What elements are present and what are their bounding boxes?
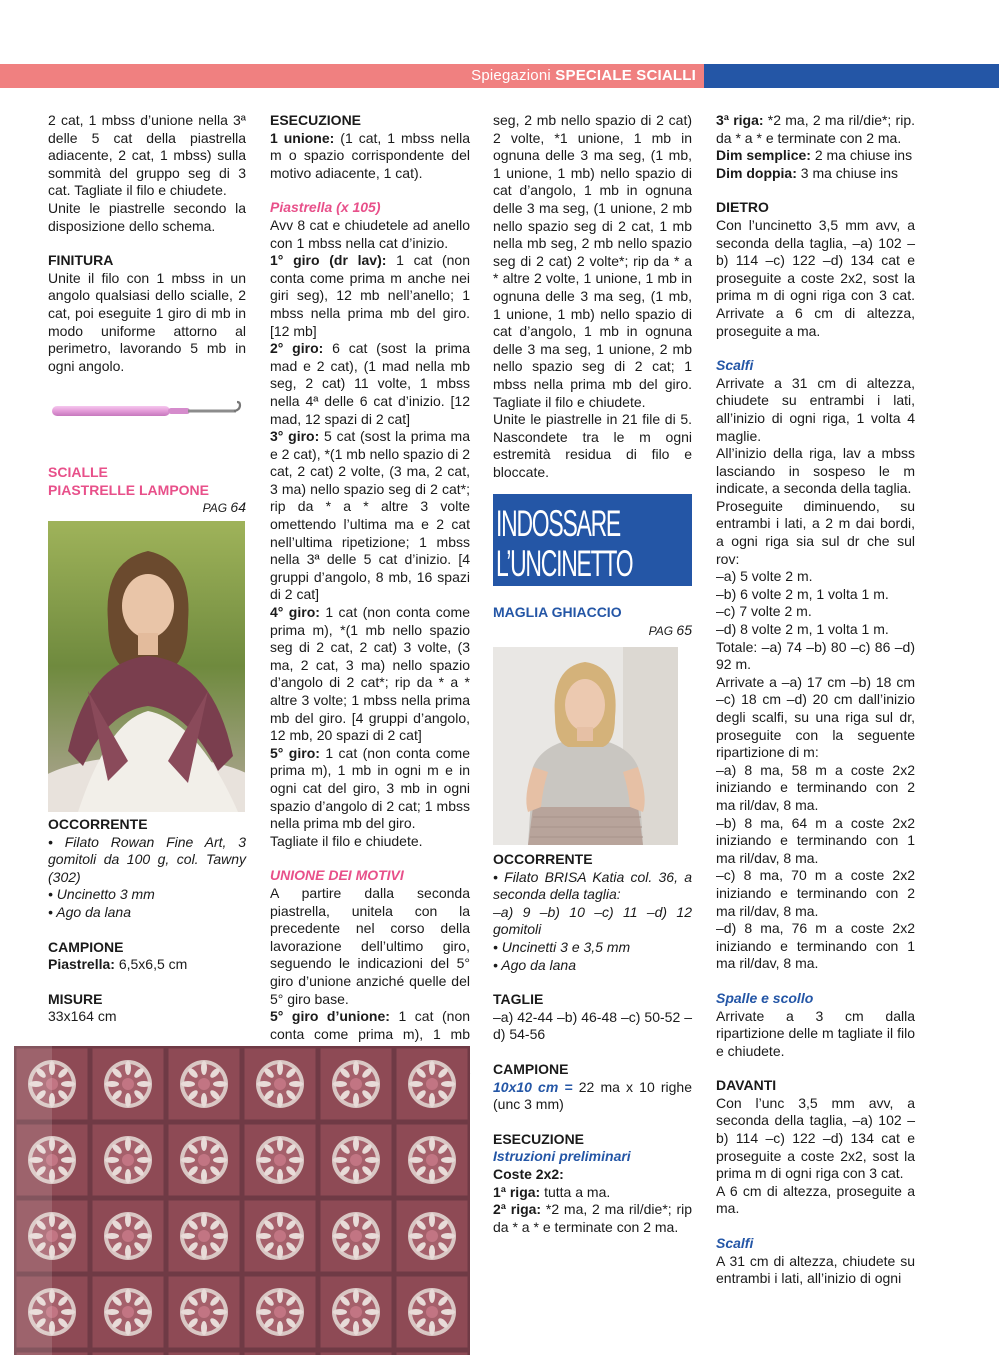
unione-motivi-text: A partire dalla seconda piastrella, unitela con la precedente nel corso della lavorazione dell’ultimo giro, seguendo le indicazioni del 5° giro d’unione anziché quelle del 5° giro base. xyxy=(270,884,470,1007)
decrease-a: –a) 5 volte 2 m. xyxy=(716,568,813,585)
ripartizione-b: –b) 8 ma, 64 m a coste 2x2 iniziando e terminando con 1 ma ril/dav, 8 ma. xyxy=(716,814,915,866)
project-title-line-2: PIASTRELLE LAMPONE xyxy=(48,481,210,498)
scalfi-heading-2: Scalfi xyxy=(716,1235,754,1252)
campione-line: Piastrella: 6,5x6,5 cm xyxy=(48,956,188,973)
column-1-materials xyxy=(48,816,246,1026)
project-title-line-1: SCIALLE xyxy=(48,464,108,480)
esecuzione-heading: ESECUZIONE xyxy=(270,112,362,128)
crochet-hook-image xyxy=(50,398,246,428)
assembly-text: Unite le piastrelle in 21 file di 5. Nascondete tra le m ogni estremità residua di filo e bloccate. xyxy=(493,411,692,480)
column-3-project xyxy=(493,604,692,640)
davanti-heading: DAVANTI xyxy=(716,1077,777,1094)
taglie-heading: TAGLIE xyxy=(493,991,544,1008)
sweater-model-photo xyxy=(493,647,678,845)
section-banner: INDOSSARE L’UNCINETTO xyxy=(493,494,692,586)
taglie-text: –a) 42-44 –b) 46-48 –c) 50-52 –d) 54-56 xyxy=(493,1008,692,1043)
campione-line-2: 10x10 cm = 22 ma x 10 righe (unc 3 mm) xyxy=(493,1078,692,1113)
project-title: MAGLIA GHIACCIO xyxy=(493,604,622,620)
row-1: 1ª riga: tutta a ma. xyxy=(493,1183,611,1200)
scalfi-text-3: Proseguite diminuendo, su entrambi i lati, a 2 m dai bordi, a ogni riga sia sul dr che sul rov: xyxy=(716,497,915,567)
round-5-end: Tagliate il filo e chiudete. xyxy=(270,832,423,849)
misure-value: 33x164 cm xyxy=(48,1008,117,1025)
dim-doppia: Dim doppia: 3 ma chiuse ins xyxy=(716,164,899,181)
arrivate-text: Arrivate a –a) 17 cm –b) 18 cm –c) 18 cm –d) 20 cm dall’inizio degli scalfi, su una riga sul dr, proseguite con la seguente ripartizione di m: xyxy=(716,673,915,761)
occorrente-heading-2: OCCORRENTE xyxy=(493,851,593,867)
material-yarn-quantity: –a) 9 –b) 10 –c) 11 –d) 12 gomitoli xyxy=(493,903,692,938)
intro-text: 2 cat, 1 mbss d’unione nella 3ª delle 5 cat della piastrella adiacente, 2 cat, 1 mbss) sulla sommità del gruppo seg di 3 cat. Tagliate il filo e chiudete. xyxy=(48,112,246,199)
material-needle-2: • Ago da lana xyxy=(493,956,577,973)
round-5-join: 5° giro d’unione: 1 cat (non conta come prima m), 1 mb xyxy=(270,1008,471,1042)
scalfi-heading: Scalfi xyxy=(716,357,754,374)
campione-heading: CAMPIONE xyxy=(48,938,124,955)
scalfi-text-front: A 31 cm di altezza, chiudete su entrambi i lati, all’inizio di ogni xyxy=(716,1252,915,1287)
column-3-materials xyxy=(493,851,692,1236)
round-1: 1° giro (dr lav): 1 cat (non conta come prima m anche nei giri seg), 12 mb nell’anello; 1 mbss nella prima mb del giro. [12 mb] xyxy=(270,252,471,339)
material-yarn: • Filato Rowan Fine Art, 3 gomitoli da 100 g, col. Tawny (302) xyxy=(48,833,246,885)
shawl-model-photo xyxy=(48,521,245,812)
column-4 xyxy=(716,112,915,1288)
campione-heading-2: CAMPIONE xyxy=(493,1060,569,1077)
column-1-project xyxy=(48,464,246,518)
spalle-text: Arrivate a 3 cm dalla ripartizione delle m tagliate il filo e chiudete. xyxy=(716,1007,915,1059)
round-4: 4° giro: 1 cat (non conta come prima m), *(1 mb nello spazio seg di 2 cat, 2 cat) 3 volte, (3 ma, 2 cat, 3 ma) nello spazio d’angolo di 2 cat*; rip da * a * altre 3 volte; 1 mbss nella prima mb del giro. [4 gruppi d’angolo, 12 mb, 20 spazi di 2 cat] xyxy=(270,604,470,744)
decrease-c: –c) 7 volte 2 m. xyxy=(716,603,812,620)
header-band-blue xyxy=(704,64,999,88)
row-2: 2ª riga: *2 ma, 2 ma ril/die*; rip da * a * e terminate con 2 ma. xyxy=(493,1201,693,1235)
round-2: 2° giro: 6 cat (sost la prima mad e 2 cat), (1 mad nella mb seg, 2 cat) 11 volte, 1 mbss nella 4ª delle 6 cat d’inizio. [12 mad, 12 spazi di 2 cat] xyxy=(270,340,471,427)
round-5: 5° giro: 1 cat (non conta come prima m), 1 mb in ogni m e in ogni cat del giro, 3 mb in ogni spazio d’angolo di 2 cat; 1 mbss nella prima mb del giro. xyxy=(270,744,470,832)
totale-text: Totale: –a) 74 –b) 80 –c) 86 –d) 92 m. xyxy=(716,638,915,673)
material-yarn-2: • Filato BRISA Katia col. 36, a seconda della taglia: xyxy=(493,868,692,903)
coste-heading: Coste 2x2: xyxy=(493,1165,564,1182)
unione-motivi-heading: UNIONE DEI MOTIVI xyxy=(270,867,404,884)
ripartizione-a: –a) 8 ma, 58 m a coste 2x2 iniziando e terminando con 2 ma ril/dav, 8 ma. xyxy=(716,761,915,813)
istruzioni-heading: Istruzioni preliminari xyxy=(493,1148,631,1165)
esecuzione-heading-2: ESECUZIONE xyxy=(493,1130,585,1147)
material-hooks-2: • Uncinetti 3 e 3,5 mm xyxy=(493,938,631,955)
scalfi-text: Arrivate a 31 cm di altezza, chiudete su entrambi i lati, all’inizio di ogni riga, 1 volta 4 maglie. xyxy=(716,374,915,444)
davanti-text: Con l’unc 3,5 mm avv, a seconda della taglia, –a) 102 –b) 114 –c) 122 –d) 134 cat e proseguite a coste 2x2, sost la prima m di ogni riga con 3 cat. xyxy=(716,1094,915,1182)
piastrella-heading: Piastrella (x 105) xyxy=(270,199,381,216)
round-3: 3° giro: 5 cat (sost la prima ma e 2 cat), *(1 mb nello spazio di 2 cat, 2 cat) 2 volte, (3 ma, 2 cat, 3 ma) nello spazio seg di 2 cat*; rip da * a * altre 3 volte omettendo l’ultima ma e 2 cat nell’ultima ripetizione; 1 mbss nella 3ª delle 5 cat d’inizio. [4 gruppi d’angolo, 8 mb, 16 spazi di 2 cat] xyxy=(270,428,470,603)
decrease-d: –d) 8 volte 2 m, 1 volta 1 m. xyxy=(716,621,889,638)
page-reference-2: PAG 65 xyxy=(648,621,692,638)
ripartizione-c: –c) 8 ma, 70 m a coste 2x2 iniziando e terminando con 2 ma ril/dav, 8 ma. xyxy=(716,867,915,919)
misure-heading: MISURE xyxy=(48,990,103,1007)
join-instructions: seg, 2 mb nello spazio di 2 cat) 2 volte, *1 unione, 1 mb in ognuna delle 3 ma seg, (1 mb, 1 unione, 1 mb) nello spazio di cat d’angolo, 1 mb in ognuna delle 3 ma seg, (1 unione, 2 mb nello spazio seg di 2 cat, 1 mb nella mb seg, 2 mb nello spazio seg di 2 cat) 2 volte*; rip da * a * altre 2 volte, 1 unione, 1 mb in ognuna delle 3 ma seg, (1 mb, 1 unione, 1 mb) nello spazio di cat d’angolo, 1 mb in ognuna delle 3 ma seg, 1 unione, 2 mb nello spazio seg di 2 cat; 1 mbss nella prima mb del giro. Tagliate il filo e chiudete. xyxy=(493,112,692,410)
dietro-heading: DIETRO xyxy=(716,199,769,216)
ripartizione-d: –d) 8 ma, 76 m a coste 2x2 iniziando e terminando con 1 ma ril/dav, 8 ma. xyxy=(716,920,915,972)
spalle-heading: Spalle e scollo xyxy=(716,989,814,1006)
column-2 xyxy=(270,112,470,1096)
dietro-text: Con l’uncinetto 3,5 mm avv, a seconda della taglia, –a) 102 –b) 114 –c) 122 –d) 134 cat e proseguite a coste 2x2, sost la prima m di ogni riga con 3 cat. Arrivate a 6 cm di altezza, proseguite a ma. xyxy=(716,216,915,339)
section-title: Spiegazioni SPECIALE SCIALLI xyxy=(471,67,696,84)
unione-definition: 1 unione: (1 cat, 1 mbss nella m o spazio corrispondente del motivo adiacente, 1 cat). xyxy=(270,129,471,181)
scalfi-text-2: All’inizio della riga, lav a mbss lasciando in sospeso le m indicate, a seconda della taglia. xyxy=(716,445,915,497)
finitura-text: Unite il filo con 1 mbss in un angolo qualsiasi dello scialle, 2 cat, poi eseguite 1 giro di mb in modo uniforme attorno al perimetro, lavorando 5 mb in ogni angolo. xyxy=(48,269,246,374)
shawl-closeup-photo xyxy=(14,1046,470,1355)
column-1 xyxy=(48,112,246,375)
decrease-b: –b) 6 volte 2 m, 1 volta 1 m. xyxy=(716,585,889,602)
piastrella-intro: Avv 8 cat e chiudetele ad anello con 1 mbss nella cat d’inizio. xyxy=(270,216,470,251)
material-needle: • Ago da lana xyxy=(48,903,132,920)
column-3 xyxy=(493,112,692,481)
occorrente-heading: OCCORRENTE xyxy=(48,816,148,832)
header-band xyxy=(0,64,999,88)
dim-semplice: Dim semplice: 2 ma chiuse ins xyxy=(716,147,913,164)
intro-text-2: Unite le piastrelle secondo la disposizione dello schema. xyxy=(48,199,246,234)
finitura-heading: FINITURA xyxy=(48,252,114,269)
davanti-text-2: A 6 cm di altezza, proseguite a ma. xyxy=(716,1182,915,1217)
page-reference: PAG 64 xyxy=(202,499,246,516)
row-3: 3ª riga: *2 ma, 2 ma ril/die*; rip. da * a * e terminate con 2 ma. xyxy=(716,112,915,146)
material-hook: • Uncinetto 3 mm xyxy=(48,886,155,903)
